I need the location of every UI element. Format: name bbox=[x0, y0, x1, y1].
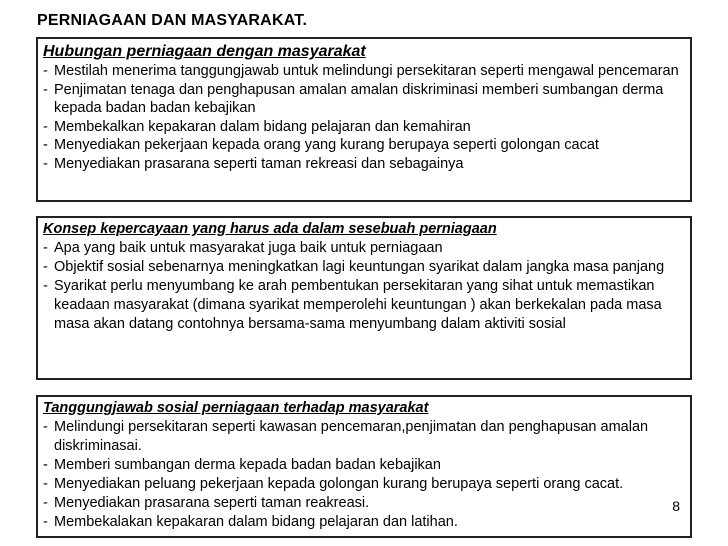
section-heading: Hubungan perniagaan dengan masyarakat bbox=[43, 43, 366, 60]
bullet-dash: - bbox=[43, 259, 48, 275]
list-item bbox=[43, 118, 685, 137]
bullet-dash: - bbox=[43, 81, 48, 98]
list-item bbox=[43, 239, 685, 258]
list-item bbox=[43, 494, 685, 513]
list-item-text: Memberi sumbangan derma kepada badan badan kebajikan bbox=[54, 457, 441, 473]
bullet-dash: - bbox=[43, 419, 48, 435]
page-number: 8 bbox=[672, 498, 680, 514]
list-item-text: Melindungi persekitaran seperti kawasan pencemaran,penjimatan dan penghapusan amalan diskriminasai. bbox=[54, 419, 649, 454]
list-item-text: Menyediakan prasarana seperti taman rekreasi dan sebagainya bbox=[54, 155, 464, 172]
list-item-text: Membekalakan kepakaran dalam bidang pelajaran dan latihan. bbox=[54, 514, 458, 530]
bullet-dash: - bbox=[43, 514, 48, 530]
bullet-dash: - bbox=[43, 118, 48, 135]
section-box-konsep bbox=[36, 216, 692, 380]
section-heading: Tanggungjawab sosial perniagaan terhadap masyarakat bbox=[43, 400, 429, 416]
page-title: PERNIAGAAN DAN MASYARAKAT. bbox=[37, 12, 308, 29]
list-item bbox=[43, 81, 685, 118]
list-item bbox=[43, 456, 685, 475]
section-heading: Konsep kepercayaan yang harus ada dalam sesebuah perniagaan bbox=[43, 221, 497, 237]
list-item-text: Menyediakan prasarana seperti taman reakreasi. bbox=[54, 495, 370, 511]
bullet-dash: - bbox=[43, 278, 48, 294]
bullet-dash: - bbox=[43, 476, 48, 492]
list-item-text: Menyediakan pekerjaan kepada orang yang kurang berupaya seperti golongan cacat bbox=[54, 137, 599, 153]
list-item bbox=[43, 475, 685, 494]
list-item bbox=[43, 418, 685, 456]
list-item-text: Syarikat perlu menyumbang ke arah pembentukan persekitaran yang sihat untuk memastikan keadaan masyarakat (dimana syarikat memperolehi keuntungan ) akan berkekalan pada masa masa akan datang contohnya bersama-sama menyumbang dalam aktiviti sosial bbox=[54, 278, 662, 332]
list-item bbox=[43, 62, 685, 81]
list-item-text: Membekalkan kepakaran dalam bidang pelajaran dan kemahiran bbox=[54, 118, 471, 135]
list-item bbox=[43, 277, 685, 334]
list-item bbox=[43, 513, 685, 532]
list-item bbox=[43, 155, 685, 174]
list-item bbox=[43, 258, 685, 277]
bullet-dash: - bbox=[43, 240, 48, 256]
list-item-text: Mestilah menerima tanggungjawab untuk melindungi persekitaran seperti mengawal pencemaran bbox=[54, 63, 679, 79]
bullet-dash: - bbox=[43, 495, 48, 511]
list-item-text: Objektif sosial sebenarnya meningkatkan lagi keuntungan syarikat dalam jangka masa panjang bbox=[54, 259, 665, 275]
bullet-dash: - bbox=[43, 63, 48, 79]
bullet-dash: - bbox=[43, 155, 48, 172]
list-item-text: Menyediakan peluang pekerjaan kepada golongan kurang berupaya seperti orang cacat. bbox=[54, 476, 624, 492]
list-item bbox=[43, 136, 685, 155]
list-item-text: Penjimatan tenaga dan penghapusan amalan amalan diskriminasi memberi sumbangan derma kepada badan badan kebajikan bbox=[54, 81, 664, 116]
section-box-hubungan bbox=[36, 37, 692, 202]
list-item-text: Apa yang baik untuk masyarakat juga baik untuk perniagaan bbox=[54, 240, 443, 256]
bullet-dash: - bbox=[43, 457, 48, 473]
section-box-tanggungjawab bbox=[36, 395, 692, 538]
bullet-dash: - bbox=[43, 137, 48, 153]
